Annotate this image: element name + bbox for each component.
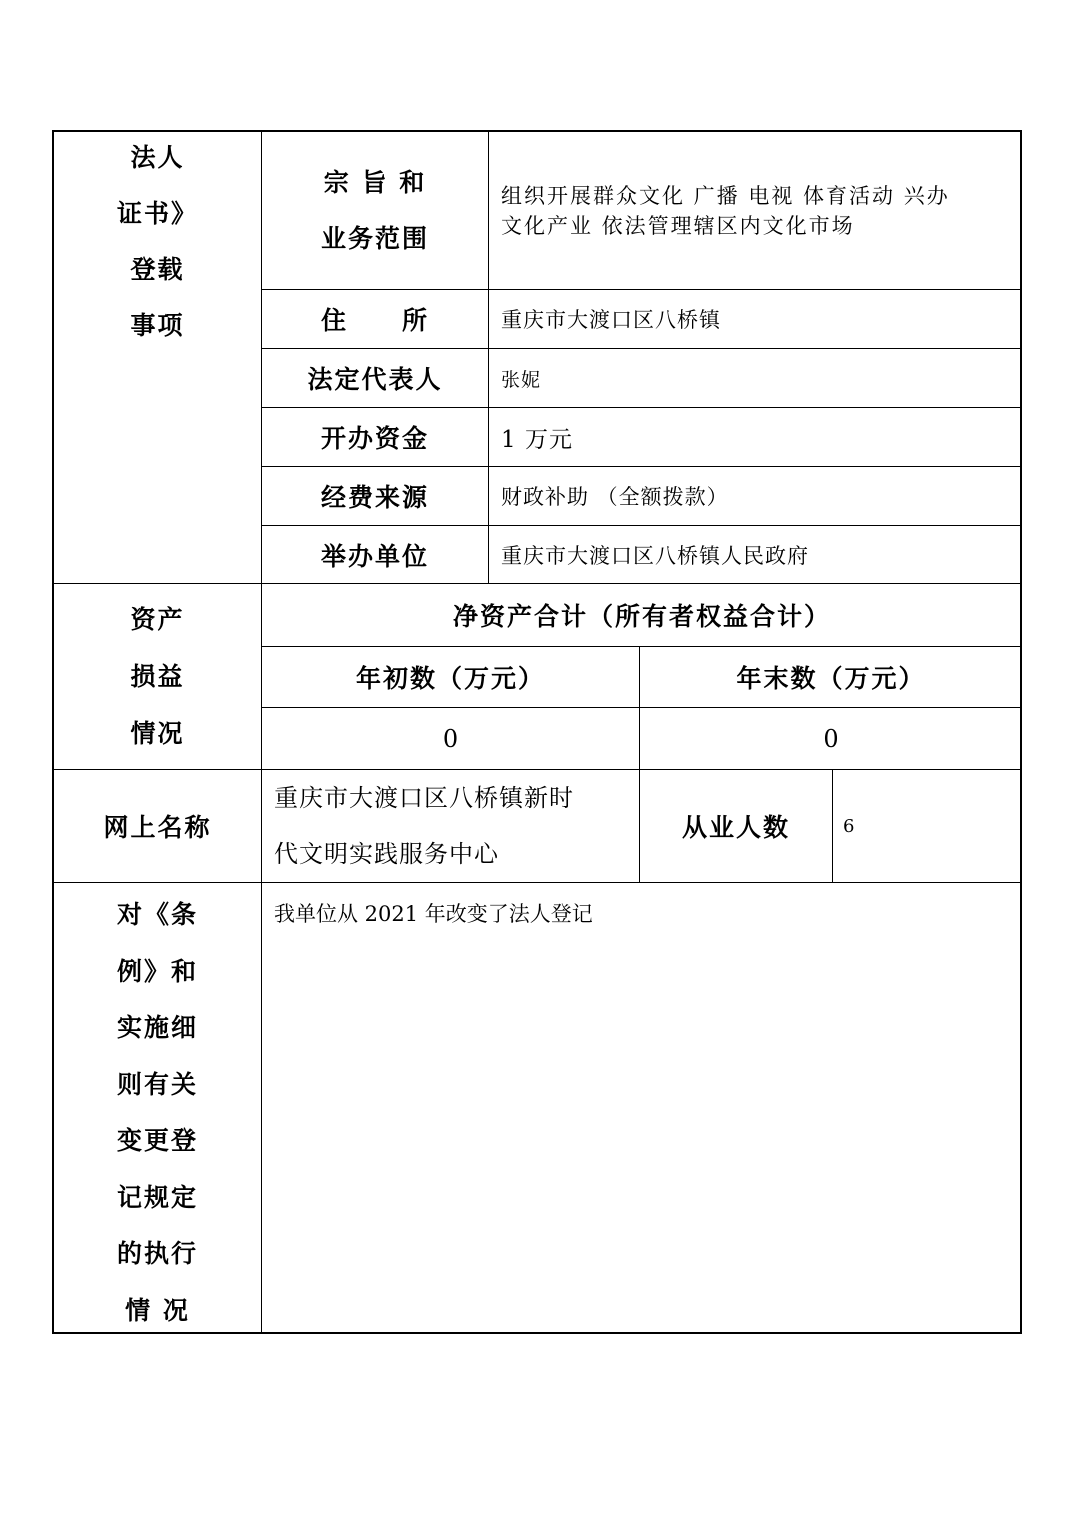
sponsor-unit-value: 重庆市大渡口区八桥镇人民政府 [501, 543, 809, 568]
label-line: 事项 [130, 311, 185, 340]
section-assets-label [54, 584, 261, 769]
label-line: 实施细 [116, 1013, 198, 1042]
net-assets-header: 净资产合计（所有者权益合计） [452, 602, 831, 631]
label-line: 证书》 [116, 199, 198, 228]
label-line: 情况 [130, 719, 185, 748]
label-line: 法人 [130, 143, 185, 172]
label-line: 宗 旨 和 [323, 167, 427, 197]
funding-source-value: 财政补助 （全额拨款） [501, 485, 729, 509]
staff-count-value: 6 [843, 815, 855, 837]
label-line: 变更登 [116, 1126, 198, 1155]
value-line: 重庆市大渡口区八桥镇新时 [274, 784, 574, 812]
label-line: 业务范围 [320, 223, 429, 253]
section-changes-label [54, 883, 261, 1334]
startup-funds-label: 开办资金 [320, 424, 429, 453]
label-line: 情 况 [125, 1295, 190, 1325]
startup-funds-value: 1 万元 [501, 426, 573, 453]
year-begin-label: 年初数（万元） [355, 664, 545, 693]
value-line: 文化产业 依法管理辖区内文化市场 [501, 213, 855, 238]
online-name-value [262, 770, 639, 882]
label-line: 则有关 [116, 1069, 198, 1099]
label-line: 损益 [130, 662, 185, 691]
year-begin-value: 0 [442, 724, 459, 753]
value-line: 代文明实践服务中心 [274, 840, 499, 868]
online-name-label: 网上名称 [103, 813, 212, 842]
purpose-value [489, 132, 1022, 289]
year-end-value: 0 [823, 724, 839, 753]
address-label: 住 所 [320, 306, 429, 335]
value-line: 组织开展群众文化 广播 电视 体育活动 兴办 [501, 183, 950, 208]
label-line: 的执行 [116, 1239, 198, 1268]
section-registration-label [54, 132, 261, 352]
label-line: 例》和 [116, 956, 198, 986]
sponsor-unit-label: 举办单位 [320, 541, 429, 571]
funding-source-label: 经费来源 [320, 483, 429, 512]
staff-count-label: 从业人数 [681, 813, 790, 842]
changes-value: 我单位从 2021 年改变了法人登记 [274, 902, 593, 926]
label-line: 登载 [130, 255, 185, 284]
registration-form-table [52, 130, 1022, 1334]
label-line: 对《条 [116, 900, 198, 929]
legal-representative-value: 张妮 [501, 368, 542, 391]
purpose-label [262, 132, 488, 289]
legal-representative-label: 法定代表人 [307, 365, 443, 394]
label-line: 记规定 [116, 1182, 198, 1212]
year-end-label: 年末数（万元） [736, 664, 926, 693]
label-line: 资产 [130, 605, 185, 634]
address-value: 重庆市大渡口区八桥镇 [501, 308, 721, 332]
